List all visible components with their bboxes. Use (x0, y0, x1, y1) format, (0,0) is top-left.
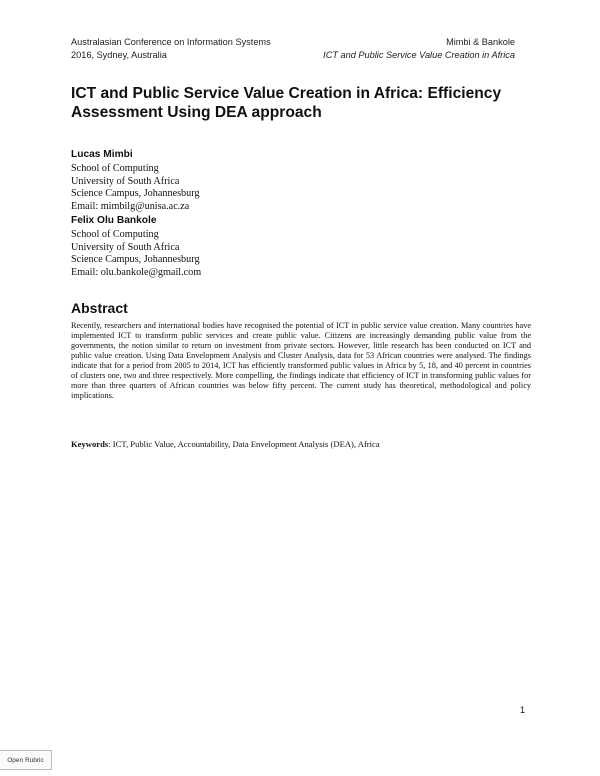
author-email: Email: mimbilg@unisa.ac.za (71, 201, 190, 213)
author-block-1 (71, 149, 200, 214)
abstract-heading: Abstract (71, 300, 128, 316)
paper-title: ICT and Public Service Value Creation in Africa: Efficiency Assessment Using DEA approach (71, 85, 502, 121)
author-affiliation-line: Science Campus, Johannesburg (71, 188, 200, 200)
conference-date-location: 2016, Sydney, Australia (71, 49, 167, 60)
author-affiliation-line: University of South Africa (71, 175, 180, 187)
open-rubric-button[interactable]: Open Rubric (0, 750, 52, 770)
conference-name: Australasian Conference on Information Systems (71, 37, 271, 47)
author-block-2 (71, 215, 201, 280)
author-affiliation-line: Science Campus, Johannesburg (71, 254, 200, 266)
author-name: Felix Olu Bankole (71, 215, 157, 226)
running-header-left (71, 36, 271, 61)
author-name: Lucas Mimbi (71, 149, 133, 160)
running-header-right (323, 36, 515, 61)
keywords (71, 439, 531, 450)
author-affiliation-line: University of South Africa (71, 241, 180, 253)
abstract-text: Recently, researchers and international bodies have recognised the potential of ICT in public service value creation. Many countries have implemented ICT to transform public services and create public value. Citizens are increasingly demanding public value from the governments, the notion similar to return on investment from private sectors. However, little research has been conducted on ICT and public value creation. Using Data Envelopment Analysis and Cluster Analysis, data for 53 African countries were analysed. The findings indicate that for a period from 2005 to 2014, ICT has efficiently transformed public values in Africa by 5, 18, and 40 percent in countries of clusters one, two and three respectively. More compelling, the findings indicate that efficiency of ICT in transforming public values for more than three quarters of African countries was below fifty percent. The current study has theoretical, methodological and policy implications. (71, 321, 531, 401)
author-affiliation-line: School of Computing (71, 228, 159, 240)
author-email: Email: olu.bankole@gmail.com (71, 267, 202, 279)
running-title: ICT and Public Service Value Creation in Africa (323, 49, 515, 60)
page-number: 1 (519, 705, 525, 715)
author-affiliation-line: School of Computing (71, 162, 159, 174)
keywords-text: : ICT, Public Value, Accountability, Data Envelopment Analysis (DEA), Africa (108, 439, 380, 449)
running-authors: Mimbi & Bankole (446, 37, 515, 47)
keywords-label: Keywords (71, 439, 109, 449)
